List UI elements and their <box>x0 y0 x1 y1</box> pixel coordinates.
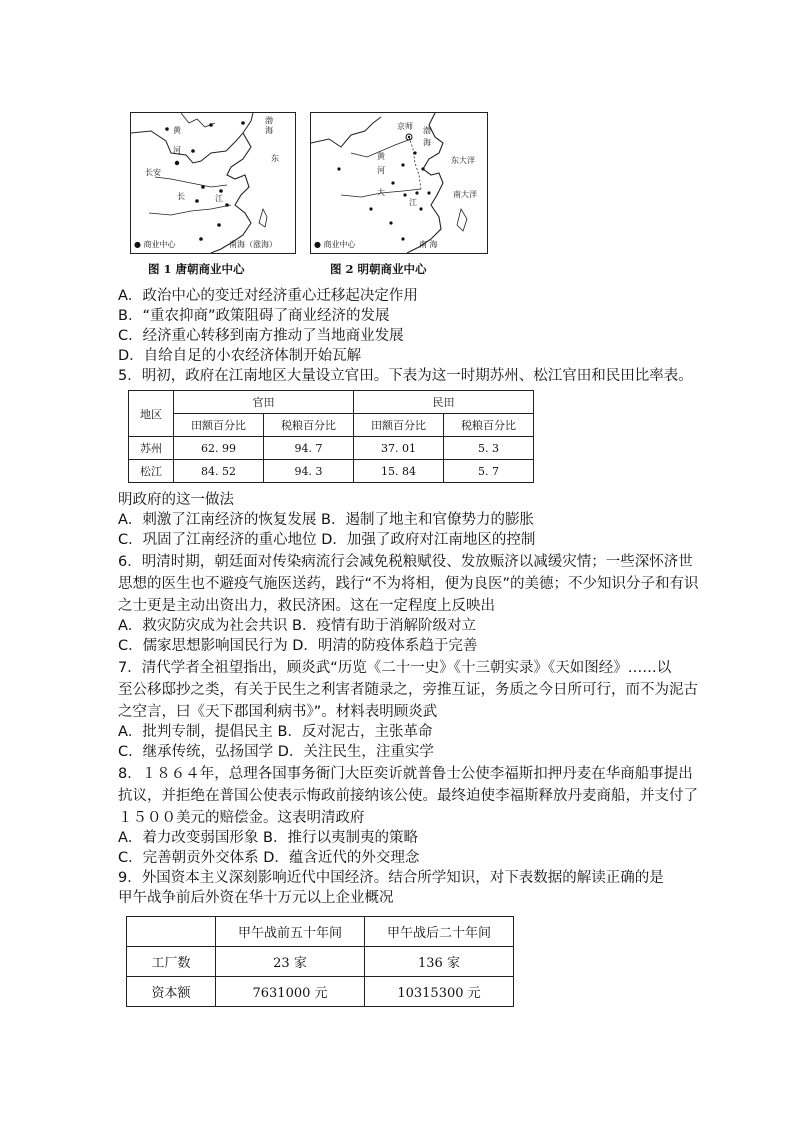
q5-table-cell: 5. 3 <box>444 437 534 460</box>
q5-table-private-header: 民田 <box>354 391 534 414</box>
q9-row-label: 资本额 <box>127 977 216 1007</box>
q8-line-1: 8．１８６４年，总理各国事务衙门大臣奕䜣就普鲁士公使李福斯扣押丹麦在华商船事提出 <box>118 766 693 782</box>
map2-label-bo: 渤 <box>423 126 431 135</box>
q7-options-ab: A．批判专制，提倡民主 B．反对泥古，主张革命 <box>118 724 433 740</box>
map1-label-dong: 东 <box>271 154 279 163</box>
q9-table-header-before: 甲午战前五十年间 <box>216 917 365 947</box>
q9-cell-before: 7631000 元 <box>216 977 365 1007</box>
map-ming-commercial-centers <box>310 112 488 254</box>
q5-table-subheader: 税粮百分比 <box>264 414 354 437</box>
map2-label-he: 河 <box>377 166 385 175</box>
map1-caption: 图 1 唐朝商业中心 <box>148 262 245 276</box>
q5-table-cell: 94. 3 <box>264 460 354 483</box>
q5-table-subheader: 田额百分比 <box>354 414 444 437</box>
q5-table-cell: 5. 7 <box>444 460 534 483</box>
table-row <box>127 977 514 1007</box>
q6-options-cd: C．儒家思想影响国民行为 D．明清的防疫体系趋于完善 <box>118 638 478 654</box>
map1-label-he: 河 <box>173 146 181 155</box>
map2-legend: ● 商业中心 <box>314 240 356 249</box>
q7-line-1: 7．清代学者全祖望指出，顾炎武“历览《二十一史》《十三朝实录》《天如图经》……以 <box>118 660 672 676</box>
q6-line-3: 之士更是主动出资出力，救民济困。这在一定程度上反映出 <box>118 598 495 614</box>
map2-label-dongdayang: 东大洋 <box>451 156 475 165</box>
q9-row-label: 工厂数 <box>127 947 216 977</box>
q5-table-subheader: 税粮百分比 <box>444 414 534 437</box>
q8-line-3: １５００美元的赔偿金。这表明清政府 <box>118 810 365 826</box>
map2-caption: 图 2 明朝商业中心 <box>330 262 427 276</box>
q9-table-corner <box>127 917 216 947</box>
q5-table-cell: 94. 7 <box>264 437 354 460</box>
map2-label-da: 大 <box>377 188 385 197</box>
q5-table-cell: 84. 52 <box>174 460 264 483</box>
table-row <box>129 437 534 460</box>
q6-line-1: 6．明清时期，朝廷面对传染病流行会减免税粮赋役、发放赈济以减缓灾情；一些深怀济世 <box>118 554 693 570</box>
q9-table-title: 甲午战争前后外资在华十万元以上企业概况 <box>118 890 394 906</box>
q7-line-3: 之空言，曰《天下郡国利病书》”。材料表明顾炎武 <box>118 704 438 720</box>
map1-label-bohai: 渤 <box>265 116 273 125</box>
map2-label-jingshi: 京师 <box>397 122 413 131</box>
map2-label-nandayang: 南大洋 <box>453 190 477 199</box>
map1-label-changan: 长安 <box>145 168 161 177</box>
q6-line-2: 思想的医生也不避疫气施医送药，践行“不为将相，便为良医”的美德；不少知识分子和有识 <box>118 576 699 592</box>
q5-table-official-header: 官田 <box>174 391 354 414</box>
map-tang-drawing <box>131 113 295 253</box>
map1-label-jiang: 江 <box>215 194 223 203</box>
q8-options-cd: C．完善朝贡外交体系 D．蕴含近代的外交理念 <box>118 850 420 866</box>
table-row <box>129 460 534 483</box>
q5-options-ab: A．刺激了江南经济的恢复发展 B．遏制了地主和官僚势力的膨胀 <box>118 512 534 528</box>
map1-label-chang: 长 <box>177 192 185 201</box>
q4-option-a: A．政治中心的变迁对经济重心迁移起决定作用 <box>118 288 418 304</box>
q6-options-ab: A．救灾防灾成为社会共识 B．疫情有助于消解阶级对立 <box>118 618 476 634</box>
q5-after: 明政府的这一做法 <box>118 492 234 508</box>
q7-options-cd: C．继承传统，弘扬国学 D．关注民生，注重实学 <box>118 744 434 760</box>
map1-legend: ● 商业中心 <box>134 240 176 249</box>
q5-table-region: 松江 <box>129 460 174 483</box>
map-ming-drawing <box>311 113 487 253</box>
q9-cell-before: 23 家 <box>216 947 365 977</box>
q5-table-subheader: 田额百分比 <box>174 414 264 437</box>
map2-label-huang: 黄 <box>377 152 385 161</box>
map1-label-nanhai: 南海（涨海） <box>229 240 277 249</box>
q5-table-region-header: 地区 <box>129 391 174 437</box>
map2-label-hai: 海 <box>423 138 431 147</box>
q7-line-2: 至公移邸抄之类，有关于民生之利害者随录之，旁推互证，务质之今日所可行，而不为泥古 <box>118 682 698 698</box>
q9-table-header-after: 甲午战后二十年间 <box>365 917 514 947</box>
map1-label-huang: 黄 <box>173 126 181 135</box>
table-row <box>127 947 514 977</box>
q4-option-c: C．经济重心转移到南方推动了当地商业发展 <box>118 328 404 344</box>
q8-options-ab: A．着力改变弱国形象 B．推行以夷制夷的策略 <box>118 830 418 846</box>
q4-option-d: D．自给自足的小农经济体制开始瓦解 <box>118 348 362 364</box>
q9-cell-after: 10315300 元 <box>365 977 514 1007</box>
map2-label-nanhai: 南 海 <box>419 240 438 249</box>
q9-table <box>126 916 514 1007</box>
map-tang-commercial-centers <box>130 112 296 254</box>
map1-label-hai: 海 <box>265 126 273 135</box>
q5-table-region: 苏州 <box>129 437 174 460</box>
q5-table-cell: 62. 99 <box>174 437 264 460</box>
q5-options-cd: C．巩固了江南经济的重心地位 D．加强了政府对江南地区的控制 <box>118 532 536 548</box>
map2-label-jiang: 江 <box>409 198 417 207</box>
q9-stem: 9．外国资本主义深刻影响近代中国经济。结合所学知识，对下表数据的解读正确的是 <box>118 870 664 886</box>
q5-table <box>128 390 534 483</box>
q9-cell-after: 136 家 <box>365 947 514 977</box>
q8-line-2: 抗议，并拒绝在普国公使表示悔政前接纳该公使。最终迫使李福斯释放丹麦商船，并支付了 <box>118 788 698 804</box>
q5-stem: 5．明初，政府在江南地区大量设立官田。下表为这一时期苏州、松江官田和民田比率表。 <box>118 368 693 384</box>
q5-table-cell: 37. 01 <box>354 437 444 460</box>
q4-option-b: B．“重农抑商”政策阻碍了商业经济的发展 <box>118 308 390 324</box>
q5-table-cell: 15. 84 <box>354 460 444 483</box>
